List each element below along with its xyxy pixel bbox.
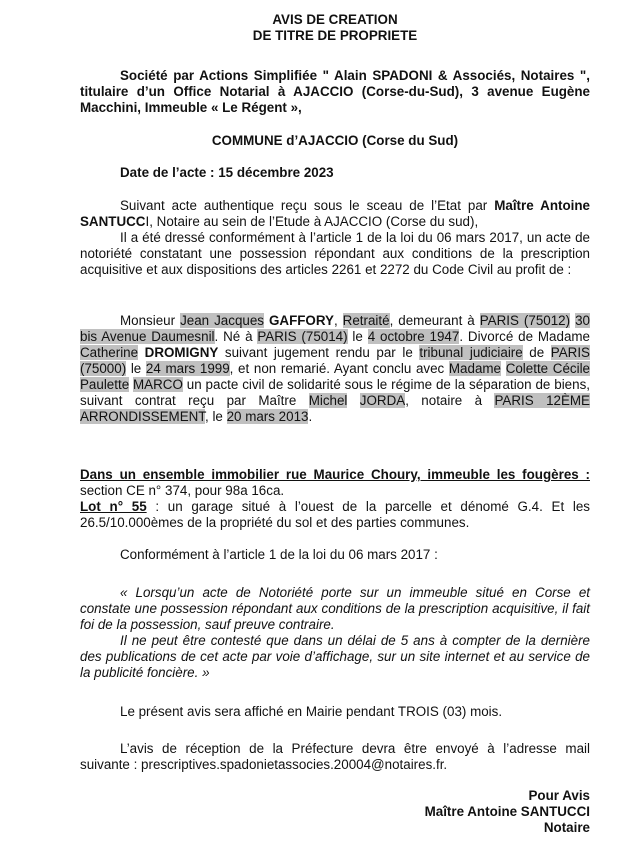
ex-spouse-surname: DROMIGNY xyxy=(144,345,219,360)
lot-paragraph xyxy=(80,499,590,531)
text-segment xyxy=(501,361,506,376)
highlighted-pacs-date: 20 mars 2013 xyxy=(226,409,309,424)
text-segment: , le xyxy=(205,409,227,424)
text-segment: . Divorcé de Madame xyxy=(459,329,590,344)
lot-label: Lot n° 55 xyxy=(80,499,147,514)
highlighted-firstname: Jean Jacques xyxy=(180,313,264,328)
beneficiary-surname: GAFFORY xyxy=(268,313,334,328)
text-segment: . Né à xyxy=(214,329,258,344)
affichage-line: Le présent avis sera affiché en Mairie pendant TROIS (03) mois. xyxy=(120,704,503,719)
highlighted-birthdate: 4 octobre 1947 xyxy=(367,329,460,344)
highlighted-partner-firstnames: Colette Cécile Paulette xyxy=(80,361,590,392)
signature-line-1: Pour Avis xyxy=(528,788,590,803)
signature-block xyxy=(80,788,590,836)
conformement-line: Conformément à l’article 1 de la loi du 06 mars 2017 : xyxy=(120,547,438,562)
lot-text: : un garage situé à l’ouest de la parcelle et dénomé G.4. Et les 26.5/10.000èmes de la propriété du sol et des parties communes. xyxy=(80,499,590,530)
immeuble-text: section CE n° 374, pour 98a 16ca. xyxy=(80,483,285,498)
signature-line-3: Notaire xyxy=(543,820,590,835)
highlighted-city: PARIS (75012) xyxy=(479,313,571,328)
document-title xyxy=(80,12,590,44)
highlighted-notary-firstname: Michel xyxy=(308,393,348,408)
citation-paragraph-2: Il ne peut être contesté que dans un délai de 5 ans à compter de la dernière des publications de cet acte par voie d’affichage, sur un site internet et au service de la publicité foncière. » xyxy=(80,633,590,680)
suivant-text-1: Suivant acte authentique reçu sous le sceau de l’Etat par xyxy=(120,198,495,213)
intro-paragraph: Société par Actions Simplifiée " Alain SPADONI & Associés, Notaires ", titulaire d’un Office Notarial à AJACCIO (Corse-du-Sud), 3 avenue Eugène Macchini, Immeuble « Le Régent », xyxy=(80,68,590,115)
highlighted-partner-surname: MARCO xyxy=(133,377,183,392)
highlighted-birthplace: PARIS (75014) xyxy=(257,329,348,344)
dresse-paragraph: Il a été dressé conformément à l’article 1 de la loi du 06 mars 2017, un acte de notoriété constatant une possession répondant aux conditions de la prescription acquisitive et aux dispositions des articles 2261 et 2272 du Code Civil au profit de : xyxy=(80,230,590,277)
title-line-1: AVIS DE CREATION xyxy=(272,12,398,27)
commune-heading: COMMUNE d’AJACCIO (Corse du Sud) xyxy=(211,133,459,148)
text-segment: le xyxy=(126,361,146,376)
citation-paragraph-1: « Lorsqu’un acte de Notoriété porte sur un immeuble situé en Corse et constate une possession répondant aux conditions de la prescription acquisitive, il fait foi de la possession, sauf preuve contraire. xyxy=(80,585,590,632)
highlighted-divorce-date: 24 mars 1999 xyxy=(145,361,230,376)
highlighted-notary-city: PARIS 12ÈME ARRONDISSEMENT xyxy=(80,393,590,424)
highlighted-notary-surname: JORDA xyxy=(359,393,406,408)
text-segment xyxy=(138,345,145,360)
highlighted-court: tribunal judiciaire xyxy=(419,345,523,360)
notaire-name: Maître Antoine SANTUCC xyxy=(80,198,590,229)
highlighted-ex-spouse-firstname: Catherine xyxy=(80,345,139,360)
text-segment: , notaire à xyxy=(405,393,495,408)
text-segment: , xyxy=(333,313,343,328)
accuse-paragraph: L’avis de réception de la Préfecture devra être envoyé à l’adresse mail suivante : prescriptives.spadonietassocies.20004@notaires.fr. xyxy=(80,741,590,772)
beneficiaire-paragraph xyxy=(80,313,590,425)
signature-line-2: Maître Antoine SANTUCCI xyxy=(424,804,590,819)
highlighted-address: 30 bis Avenue Daumesnil xyxy=(80,313,590,344)
highlighted-title: Madame xyxy=(448,361,502,376)
highlighted-profession: Retraité xyxy=(342,313,390,328)
date-acte: Date de l’acte : 15 décembre 2023 xyxy=(120,165,334,180)
title-line-2: DE TITRE DE PROPRIETE xyxy=(252,28,418,43)
text-segment: Monsieur xyxy=(120,313,181,328)
text-segment xyxy=(347,393,359,408)
text-segment: , et non remarié. Ayant conclu avec xyxy=(229,361,449,376)
text-segment: un pacte civil de solidarité sous le régime de la séparation de biens, suivant contrat reçu par Maître xyxy=(80,377,590,408)
immeuble-label: Dans un ensemble immobilier rue Maurice Choury, immeuble les fougères : xyxy=(80,467,590,482)
text-segment: le xyxy=(347,329,368,344)
text-segment: suivant jugement rendu par le xyxy=(218,345,420,360)
notaire-name-end: I xyxy=(145,214,150,229)
suivant-paragraph xyxy=(80,198,590,230)
immeuble-paragraph xyxy=(80,467,590,499)
text-segment: . xyxy=(308,409,313,424)
highlighted-court-city: PARIS (75000) xyxy=(80,345,590,376)
text-segment: de xyxy=(522,345,551,360)
text-segment: , demeurant à xyxy=(389,313,480,328)
suivant-text-2: , Notaire au sein de l’Etude à AJACCIO (Corse du sud), xyxy=(149,214,479,229)
